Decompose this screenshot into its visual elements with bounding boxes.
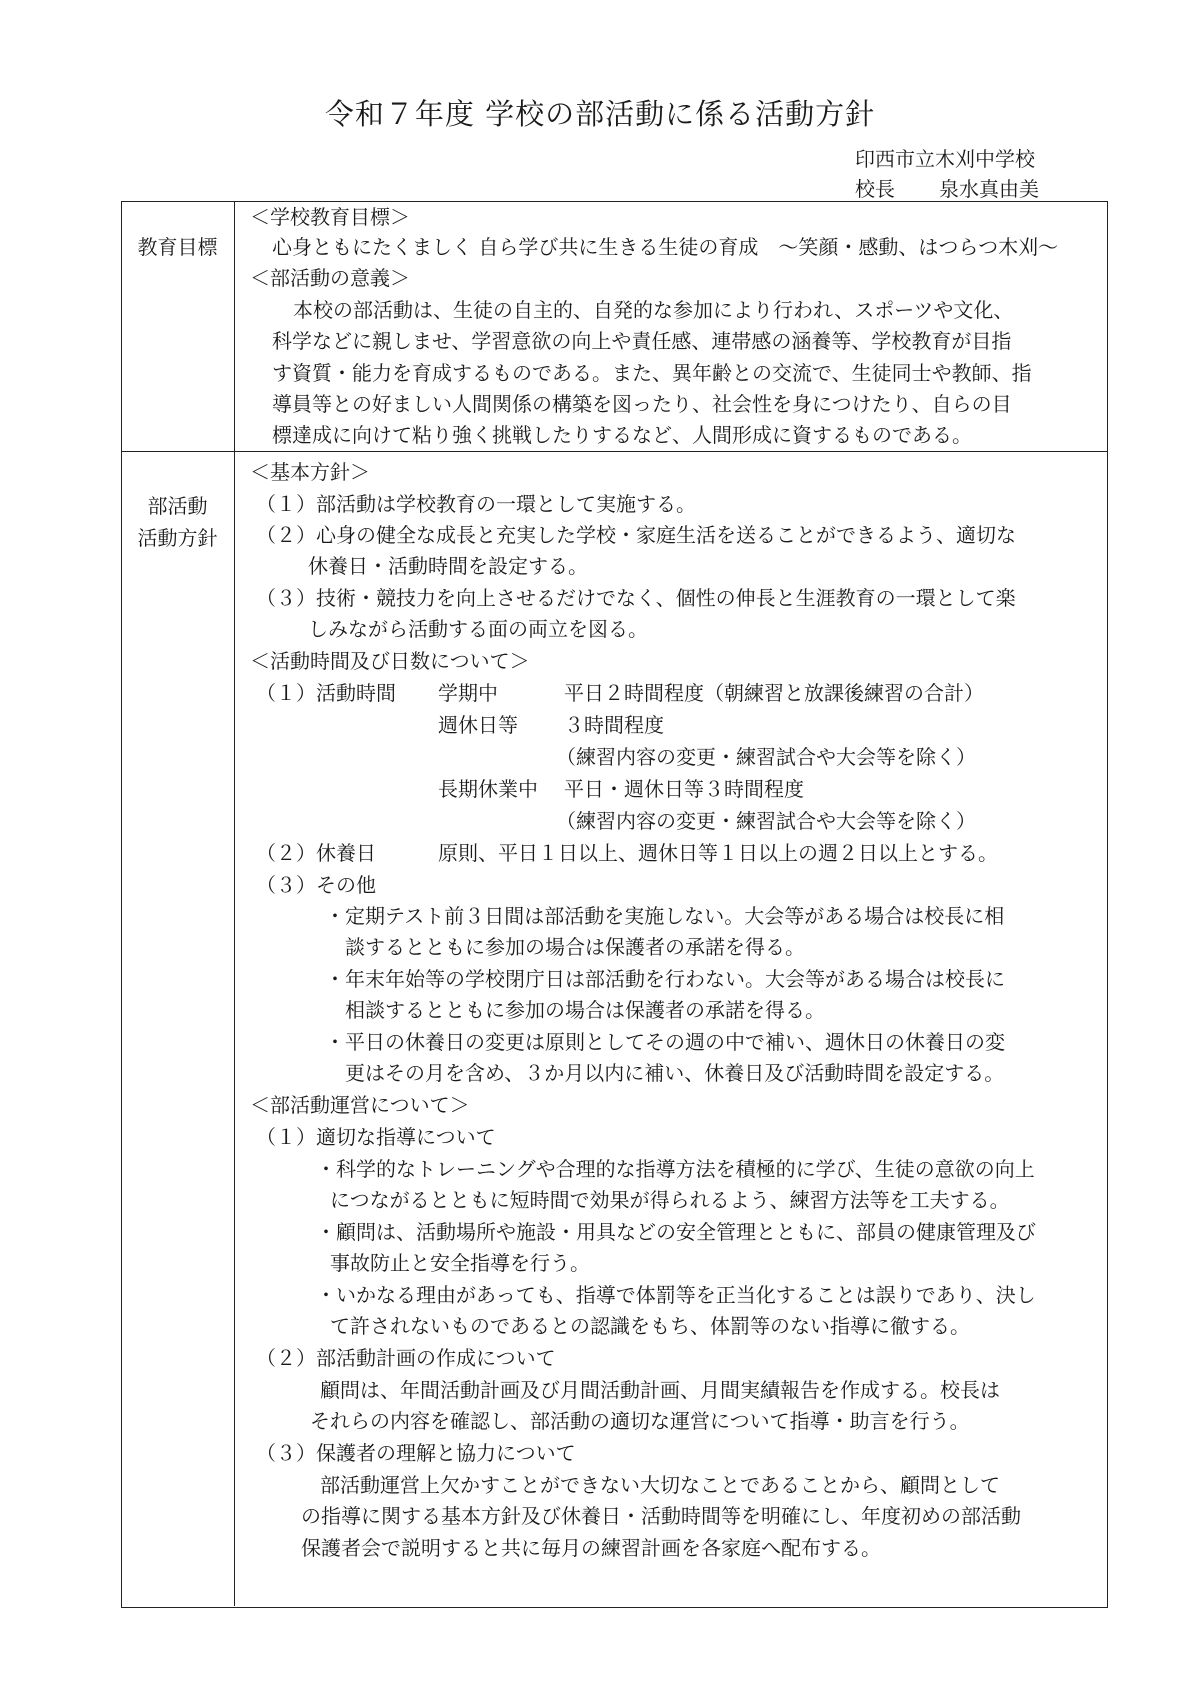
bullet-item: ・いかなる理由があっても、指導で体罰等を正当化することは誤りであり、決し xyxy=(316,1283,1036,1307)
long-vacation-label: 長期休業中 xyxy=(438,777,538,801)
club-policy-label-2: 活動方針 xyxy=(137,526,218,550)
paragraph-line: 保護者会で説明すると共に毎月の練習計画を各家庭へ配布する。 xyxy=(301,1536,881,1560)
table-column-divider xyxy=(234,201,235,1606)
rest-day-value: 原則、平日１日以上、週休日等１日以上の週２日以上とする。 xyxy=(438,841,998,865)
paragraph-line: 顧問は、年間活動計画及び月間活動計画、月間実績報告を作成する。校長は xyxy=(320,1378,1000,1402)
club-policy-label-1: 部活動 xyxy=(147,494,208,518)
policy-item-cont: しみながら活動する面の両立を図る。 xyxy=(308,617,648,641)
document-title: 令和７年度 学校の部活動に係る活動方針 xyxy=(324,97,876,131)
exception-note: （練習内容の変更・練習試合や大会等を除く） xyxy=(556,745,976,769)
bullet-item: ・年末年始等の学校閉庁日は部活動を行わない。大会等がある場合は校長に xyxy=(325,967,1005,991)
paragraph-line: の指導に関する基本方針及び休養日・活動時間等を明確にし、年度初めの部活動 xyxy=(301,1504,1021,1528)
school-name: 印西市立木刈中学校 xyxy=(855,147,1035,171)
bullet-item-cont: て許されないものであるとの認識をもち、体罰等のない指導に徹する。 xyxy=(330,1314,970,1338)
bullet-item-cont: 事故防止と安全指導を行う。 xyxy=(330,1251,590,1275)
bullet-item-cont: につながるとともに短時間で効果が得られるよう、練習方法等を工夫する。 xyxy=(330,1188,1010,1212)
term-label: 学期中 xyxy=(438,681,498,705)
term-value: 平日２時間程度（朝練習と放課後練習の合計） xyxy=(564,681,984,705)
basic-policy-heading: ＜基本方針＞ xyxy=(250,460,370,484)
paragraph-line: 科学などに親しませ、学習意欲の向上や責任感、連帯感の涵養等、学校教育が目指 xyxy=(272,329,1012,353)
other-label: （３）その他 xyxy=(256,873,376,897)
policy-item-cont: 休養日・活動時間を設定する。 xyxy=(308,554,588,578)
paragraph-line: 部活動運営上欠かすことができない大切なことであることから、顧問として xyxy=(320,1473,1000,1497)
exception-note: （練習内容の変更・練習試合や大会等を除く） xyxy=(556,809,976,833)
bullet-item: ・定期テスト前３日間は部活動を実施しない。大会等がある場合は校長に相 xyxy=(325,904,1005,928)
bullet-item: ・科学的なトレーニングや合理的な指導方法を積極的に学び、生徒の意欲の向上 xyxy=(316,1157,1035,1181)
paragraph-line: それらの内容を確認し、部活動の適切な運営について指導・助言を行う。 xyxy=(310,1409,970,1433)
bullet-item-cont: 相談するとともに参加の場合は保護者の承諾を得る。 xyxy=(345,998,825,1022)
education-goal-label: 教育目標 xyxy=(137,235,218,259)
management-item: （１）適切な指導について xyxy=(256,1125,496,1149)
weekend-label: 週休日等 xyxy=(438,713,518,737)
principal-name: 泉水真由美 xyxy=(939,177,1039,201)
activity-time-heading: ＜活動時間及び日数について＞ xyxy=(250,649,530,673)
school-goal-text: 心身ともにたくましく 自ら学び共に生きる生徒の育成 ～笑顔・感動、はつらつ木刈～ xyxy=(272,235,1059,259)
principal-title: 校長 xyxy=(855,177,895,201)
club-significance-heading: ＜部活動の意義＞ xyxy=(250,266,410,290)
table-row-divider xyxy=(121,451,1108,452)
school-goal-heading: ＜学校教育目標＞ xyxy=(250,205,410,229)
policy-item: （１）部活動は学校教育の一環として実施する。 xyxy=(256,492,696,516)
management-item: （２）部活動計画の作成について xyxy=(256,1346,556,1370)
policy-item: （３）技術・競技力を向上させるだけでなく、個性の伸長と生涯教育の一環として楽 xyxy=(256,586,1016,610)
paragraph-line: 本校の部活動は、生徒の自主的、自発的な参加により行われ、スポーツや文化、 xyxy=(293,298,1014,322)
paragraph-line: す資質・能力を育成するものである。また、異年齢との交流で、生徒同士や教師、指 xyxy=(272,361,1032,385)
bullet-item-cont: 更はその月を含め、３か月以内に補い、休養日及び活動時間を設定する。 xyxy=(345,1061,1005,1085)
long-vacation-value: 平日・週休日等３時間程度 xyxy=(564,777,804,801)
management-heading: ＜部活動運営について＞ xyxy=(250,1093,470,1117)
paragraph-line: 導員等との好ましい人間関係の構築を図ったり、社会性を身につけたり、自らの目 xyxy=(272,392,1012,416)
management-item: （３）保護者の理解と協力について xyxy=(256,1441,576,1465)
policy-item: （２）心身の健全な成長と充実した学校・家庭生活を送ることができるよう、適切な xyxy=(256,523,1016,547)
principal-line xyxy=(855,173,1039,202)
bullet-item: ・平日の休養日の変更は原則としてその週の中で補い、週休日の休養日の変 xyxy=(325,1030,1005,1054)
paragraph-line: 標達成に向けて粘り強く挑戦したりするなど、人間形成に資するものである。 xyxy=(272,423,972,447)
rest-day-label: （２）休養日 xyxy=(256,841,376,865)
activity-time-label: （１）活動時間 xyxy=(256,681,396,705)
weekend-value: ３時間程度 xyxy=(564,713,664,737)
bullet-item: ・顧問は、活動場所や施設・用具などの安全管理とともに、部員の健康管理及び xyxy=(316,1220,1036,1244)
bullet-item-cont: 談するとともに参加の場合は保護者の承諾を得る。 xyxy=(345,935,805,959)
